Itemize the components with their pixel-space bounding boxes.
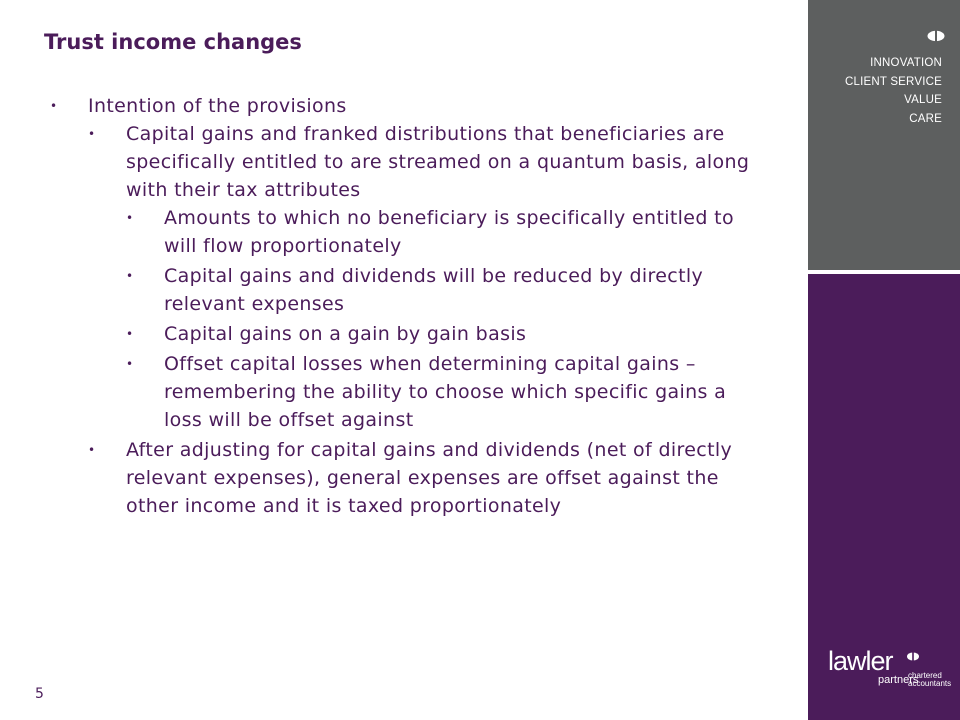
bullet-icon: • (50, 99, 58, 113)
slide-content (50, 92, 755, 522)
slide-title: Trust income changes (44, 30, 302, 54)
bullet-icon: • (126, 211, 134, 225)
value-item: INNOVATION (870, 57, 942, 69)
page-number: 5 (35, 686, 44, 702)
list-item (126, 204, 755, 260)
value-item: CARE (909, 112, 942, 125)
list-item (88, 120, 755, 434)
bullet-text: Capital gains and dividends will be reduced by directly relevant expenses (164, 265, 704, 315)
bullet-icon: • (126, 357, 134, 371)
list-item (50, 92, 755, 520)
logo-wordmark: lawler (828, 646, 893, 676)
list-item (126, 350, 755, 434)
bullet-text: Offset capital losses when determining capital gains – remembering the ability to choose which specific gains a loss will be offset against (164, 353, 727, 431)
list-item (126, 320, 755, 348)
sidebar-top-panel (808, 0, 960, 270)
sidebar-bottom-panel (808, 274, 960, 720)
list-item (126, 262, 755, 318)
bullet-list (50, 92, 755, 520)
logo-mark-icon (906, 652, 920, 661)
sub-list (88, 120, 755, 520)
bullet-icon: • (126, 269, 134, 283)
bullet-icon: • (88, 127, 96, 141)
list-item (88, 436, 755, 520)
bullet-text: Capital gains and franked distributions that beneficiaries are specifically entitled to are streamed on a quantum basis, along with their tax attributes (126, 123, 750, 201)
bullet-heading: Intention of the provisions (88, 95, 347, 117)
value-item: CLIENT SERVICE (845, 75, 942, 88)
bullet-icon: • (126, 327, 134, 341)
logo-tagline-line: accountants (908, 679, 952, 688)
company-logo (828, 646, 953, 696)
bullet-text: Amounts to which no beneficiary is specifically entitled to will flow proportionately (164, 207, 734, 257)
bullet-text: Capital gains on a gain by gain basis (164, 323, 527, 345)
value-item: VALUE (904, 94, 942, 106)
bullet-text: After adjusting for capital gains and dividends (net of directly relevant expenses), general expenses are offset against the other income and it is taxed proportionately (126, 439, 733, 517)
logo-tagline (908, 672, 951, 688)
logo-subword: partners (878, 674, 919, 686)
company-values (845, 54, 942, 128)
logo-tagline-line: chartered (908, 671, 942, 680)
lawler-brand-mark-icon (926, 30, 946, 42)
bullet-icon: • (88, 443, 96, 457)
sub-sub-list (126, 204, 755, 434)
